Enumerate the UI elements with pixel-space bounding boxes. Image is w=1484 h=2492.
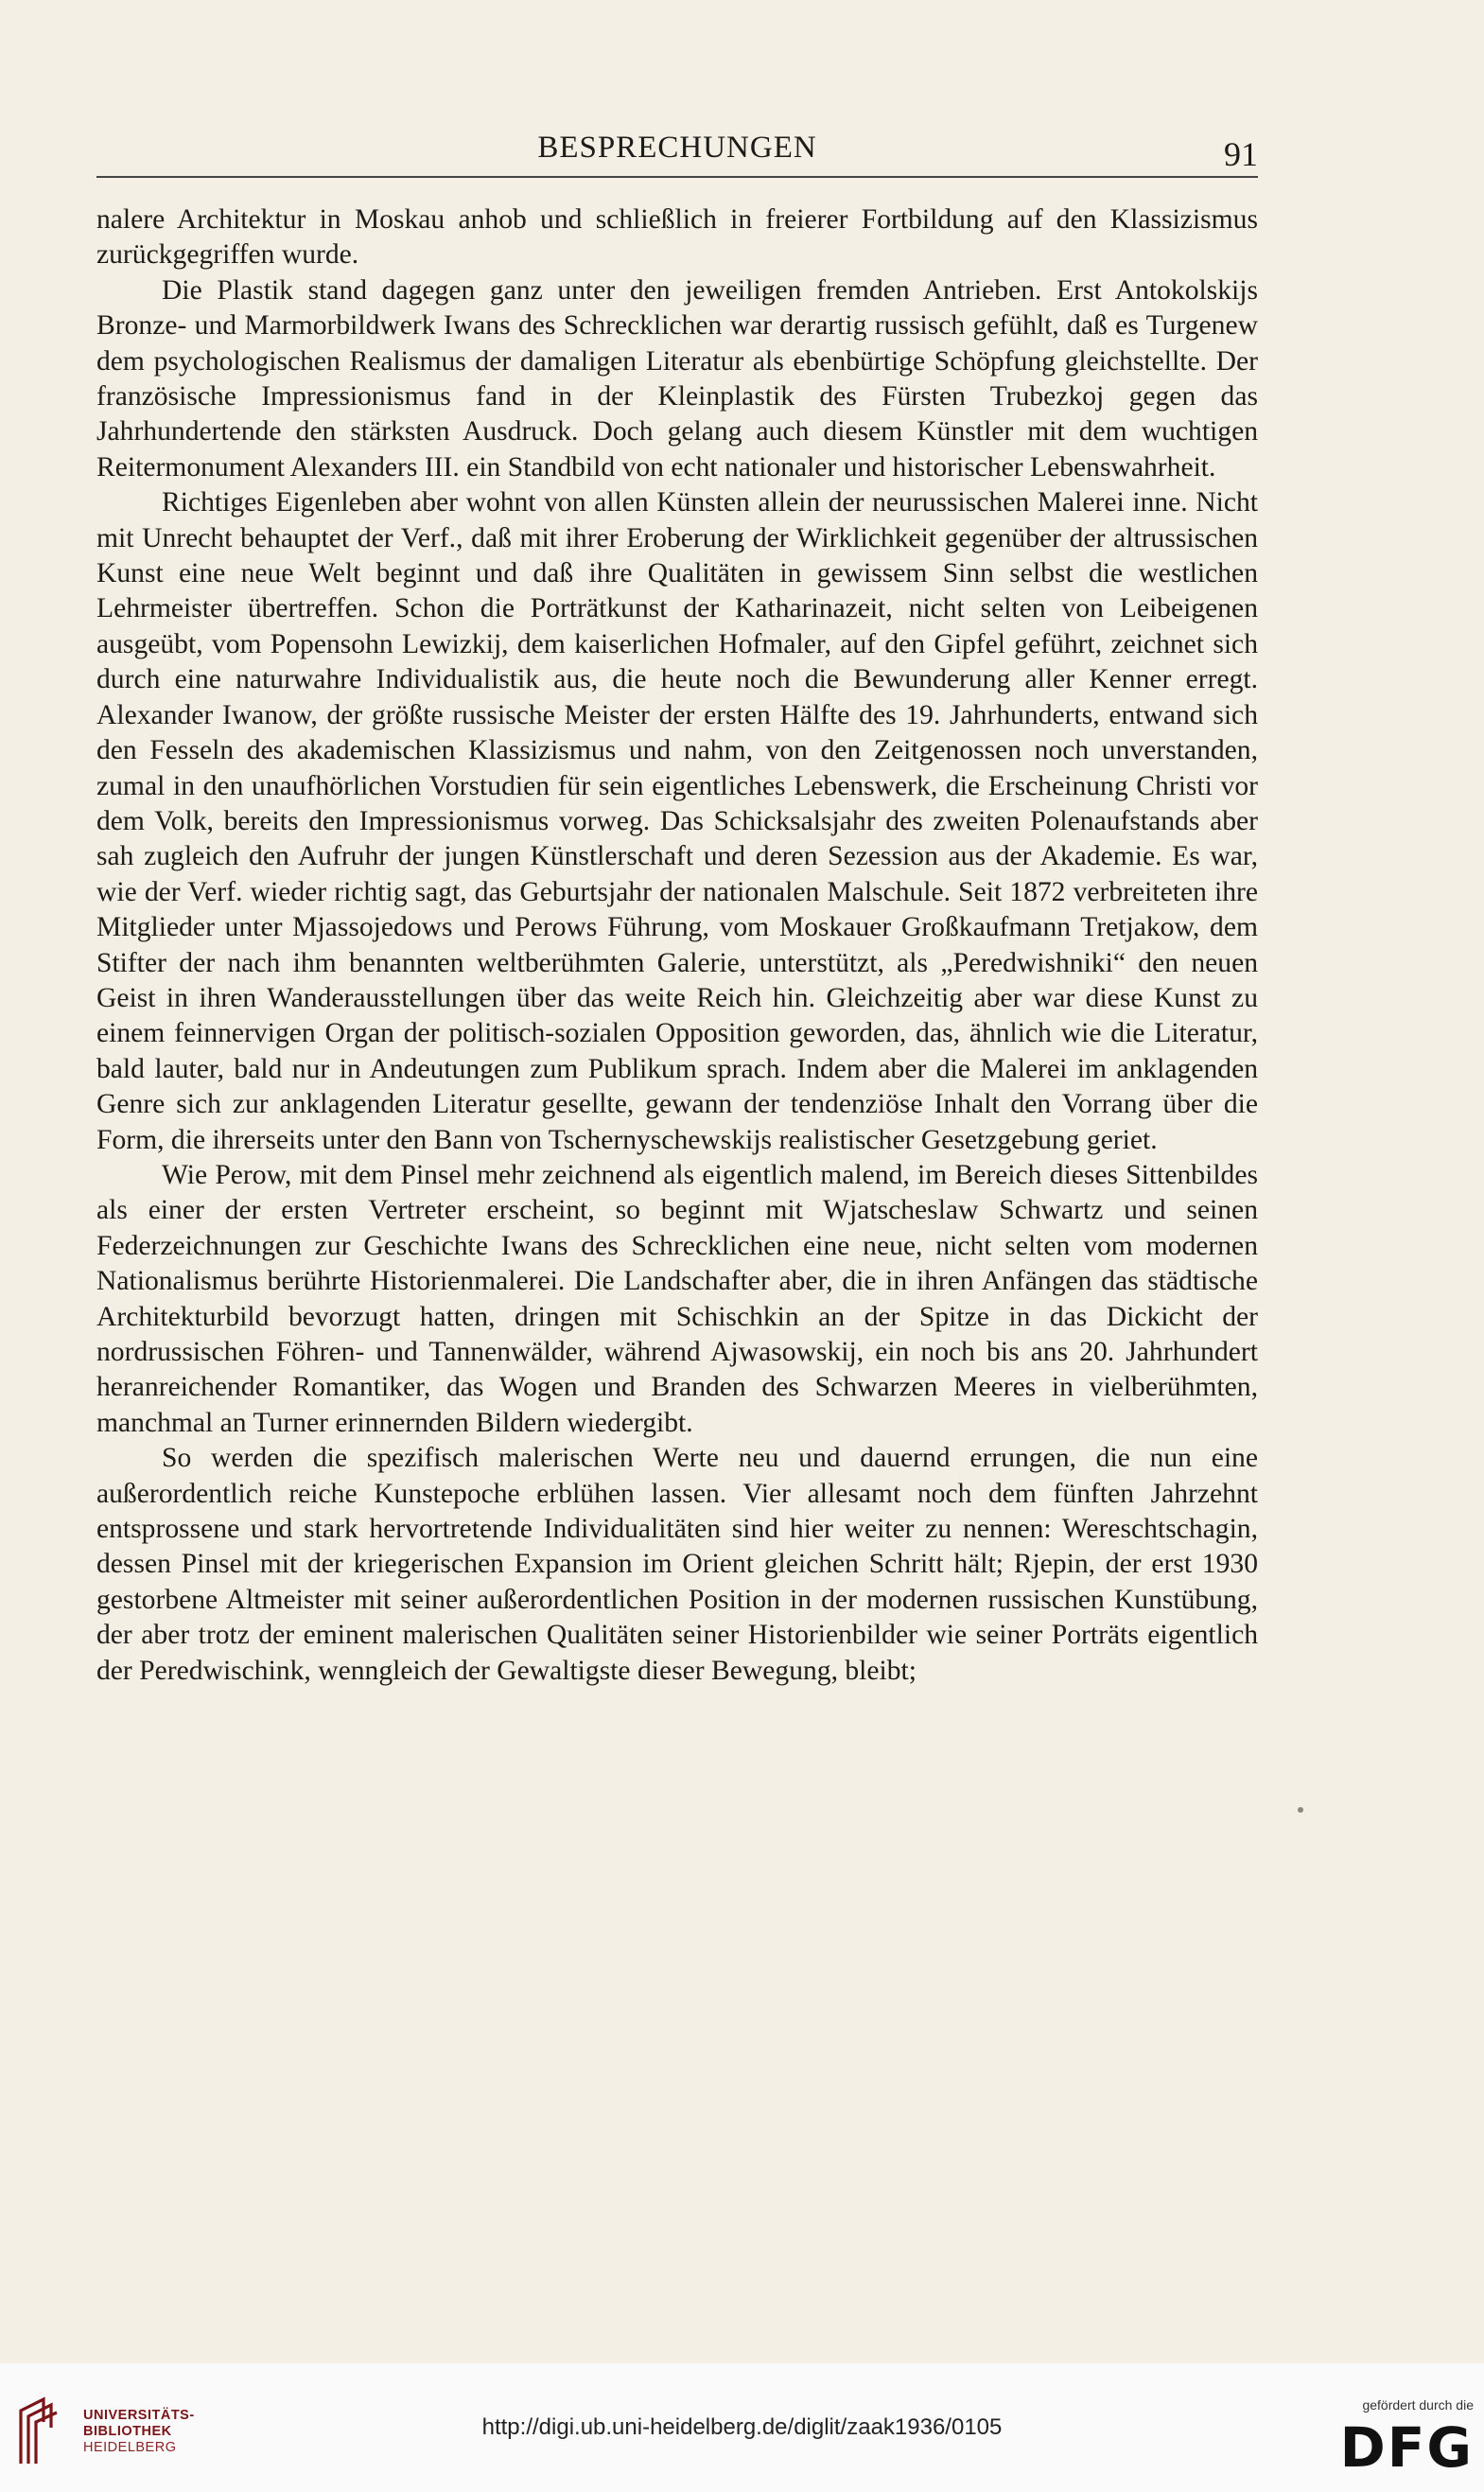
dfg-caption: gefördert durch die <box>1362 2397 1474 2413</box>
permalink-url[interactable]: http://digi.ub.uni-heidelberg.de/diglit/zaak1936/0105 <box>481 2414 1003 2440</box>
paragraph: nalere Architektur in Moskau anhob und schließlich in freierer Fortbildung auf den Klassizismus zurückgegriffen wurde. <box>96 204 1258 271</box>
margin-mark <box>1298 1807 1303 1813</box>
body-text <box>96 202 1258 1689</box>
library-name-line: HEIDELBERG <box>83 2440 177 2455</box>
page-number: 91 <box>1224 135 1258 173</box>
dfg-logo[interactable]: DFG <box>1339 2415 1474 2480</box>
paragraph: Wie Perow, mit dem Pinsel mehr zeichnend als eigentlich malend, im Bereich dieses Sittenbildes als einer der ersten Vertreter erscheint, so beginnt mit Wjatscheslaw Schwartz und seinen Federzeichnungen zur Geschichte Iwans des Schrecklichen eine neue, nicht selten vom modernen Nationalismus berührte Historienmalerei. Die Landschafter aber, die in ihren Anfängen das städtische Architekturbild bevorzugt hatten, dringen mit Schischkin an der Spitze in das Dickicht der nordrussischen Föhren- und Tannenwälder, während Ajwasowskij, ein noch bis ans 20. Jahrhundert heranreichender Romantiker, das Wogen und Branden des Schwarzen Meeres in vielberühmten, manchmal an Turner erinnernden Bildern wiedergibt. <box>96 1159 1258 1438</box>
library-name-line: UNIVERSITÄTS- <box>83 2408 195 2423</box>
paragraph: Die Plastik stand dagegen ganz unter den jeweiligen fremden Antrieben. Erst Antokolskijs Bronze- und Marmorbildwerk Iwans des Schrecklichen war derartig russisch gefühlt, daß es Turgenew dem psychologischen Realismus der damaligen Literatur als ebenbürtige Schöpfung gleichstellte. Der französische Impressionismus fand in der Kleinplastik des Fürsten Trubezkoj gegen das Jahrhundertende den stärksten Ausdruck. Doch gelang auch diesem Künstler mit dem wuchtigen Reitermonument Alexanders III. ein Standbild von echt nationaler und historischer Lebenswahrheit. <box>96 274 1258 483</box>
header-rule <box>96 176 1258 178</box>
running-title: BESPRECHUNGEN <box>537 131 817 165</box>
page-header <box>96 131 1258 178</box>
paragraph: Richtiges Eigenleben aber wohnt von allen Künsten allein der neurussischen Malerei inne. Nicht mit Unrecht behauptet der Verf., daß mit ihrer Eroberung der Wirklichkeit gegenüber der altrussischen Kunst eine neue Welt beginnt und daß ihre Qualitäten in gewissem Sinn selbst die westlichen Lehrmeister übertreffen. Schon die Porträtkunst der Katharinazeit, nicht selten von Leibeigenen ausgeübt, vom Popensohn Lewizkij, dem kaiserlichen Hofmaler, auf den Gipfel geführt, zeichnet sich durch eine naturwahre Individualistik aus, die heute noch die Bewunderung aller Kenner erregt. Alexander Iwanow, der größte russische Meister der ersten Hälfte des 19. Jahrhunderts, entwand sich den Fesseln des akademischen Klassizismus und nahm, von den Zeitgenossen noch unverstanden, zumal in den unaufhörlichen Vorstudien für sein eigentliches Lebenswerk, die Erscheinung Christi vor dem Volk, bereits den Impressionismus vorweg. Das Schicksalsjahr des zweiten Polenaufstands aber sah zugleich den Aufruhr der jungen Künstlerschaft und deren Sezession aus der Akademie. Es war, wie der Verf. wieder richtig sagt, das Geburtsjahr der nationalen Malschule. Seit 1872 verbreiteten ihre Mitglieder unter Mjassojedows und Perows Führung, vom Moskauer Großkaufmann Tretjakow, dem Stifter der nach ihm benannten weltberühmten Galerie, unterstützt, als „Peredwishniki“ den neuen Geist in ihren Wanderausstellungen über das weite Reich hin. Gleichzeitig aber war diese Kunst zu einem feinnervigen Organ der politisch-sozialen Opposition geworden, das, ähnlich wie die Literatur, bald lauter, bald nur in Andeutungen zum Publikum sprach. Indem aber die Malerei im anklagenden Genre sich zur anklagenden Literatur gesellte, gewann der tendenziöse Inhalt den Vorrang über die Form, die ihrerseits unter den Bann von Tschernyschewskijs realistischer Gesetzgebung geriet. <box>96 487 1258 1155</box>
paragraph: So werden die spezifisch malerischen Werte neu und dauernd errungen, die nun eine außerordentlich reiche Kunstepoche erblühen lassen. Vier allesamt noch dem fünften Jahrzehnt entsprossene und stark hervortretende Individualitäten sind hier weiter zu nennen: Wereschtschagin, dessen Pinsel mit der kriegerischen Expansion im Orient gleichen Schritt hält; Rjepin, der erst 1930 gestorbene Altmeister mit seiner außerordentlichen Position in der modernen russischen Kunstübung, der aber trotz der eminent malerischen Qualitäten seiner Historienbilder wie seiner Porträts eigentlich der Peredwischink, wenngleich der Gewaltigste dieser Bewegung, bleibt; <box>96 1443 1258 1686</box>
library-name-line: BIBLIOTHEK <box>83 2424 172 2439</box>
